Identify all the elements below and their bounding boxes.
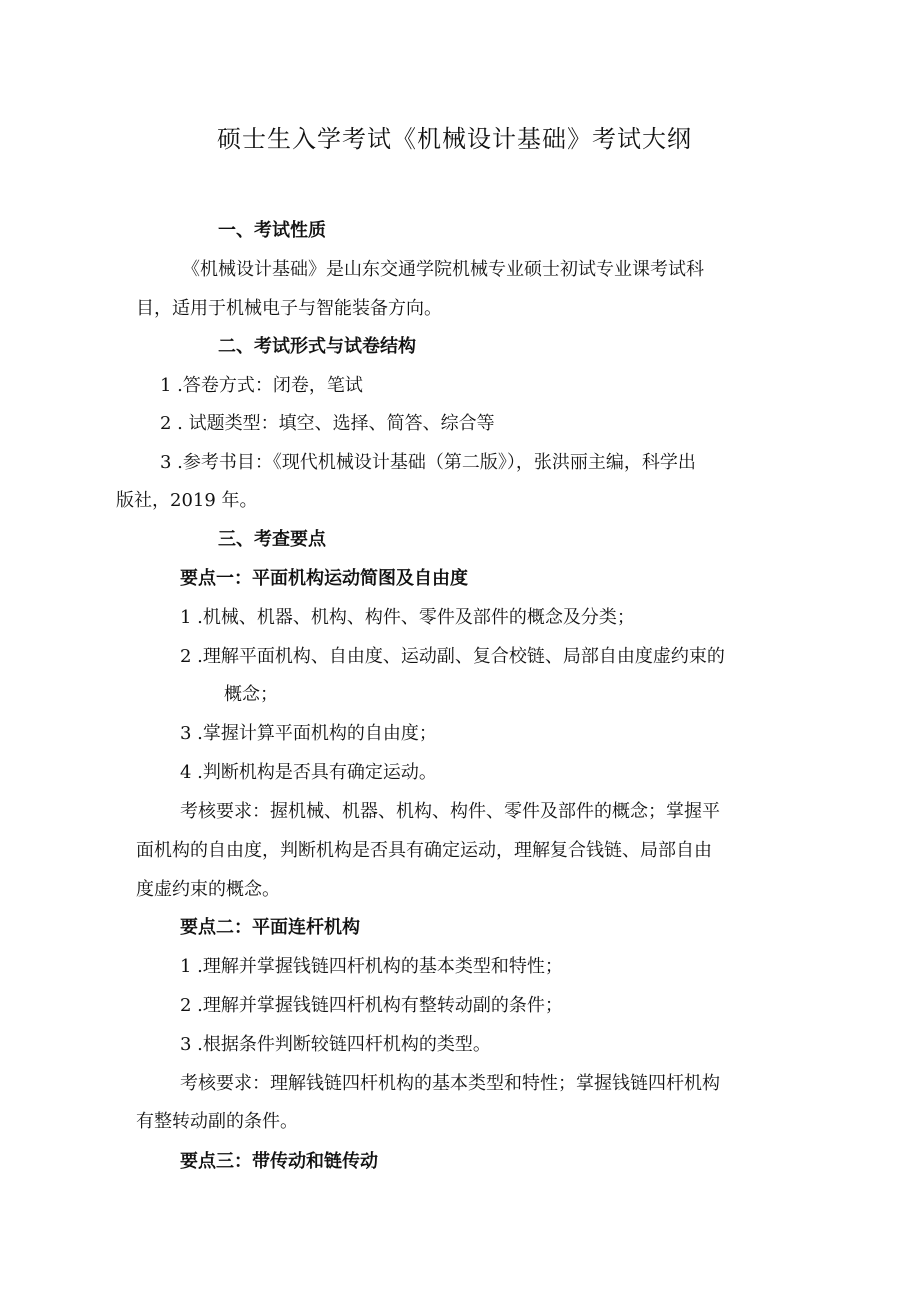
subsection-heading: 要点二：平面连杆机构 xyxy=(180,917,360,938)
section-heading-key-points: 三、考查要点 xyxy=(218,529,326,550)
list-item: 1 .理解并掌握钱链四杆机构的基本类型和特性； xyxy=(180,956,563,977)
list-item: 3 .掌握计算平面机构的自由度； xyxy=(180,723,437,744)
list-item: 1 .机械、机器、机构、构件、零件及部件的概念及分类； xyxy=(180,607,635,628)
subsection-heading: 要点三：带传动和链传动 xyxy=(180,1151,378,1172)
list-item: 3 .根据条件判断较链四杆机构的类型。 xyxy=(180,1034,491,1055)
list-item-continuation: 版社，2019 年。 xyxy=(116,490,258,511)
paragraph-line: 《机械设计基础》是山东交通学院机械专业硕士初试专业课考试科 xyxy=(182,259,704,280)
list-item: 2 .理解平面机构、自由度、运动副、复合校链、局部自由度虚约束的 xyxy=(180,646,725,667)
list-item: 2 .理解并掌握钱链四杆机构有整转动副的条件； xyxy=(180,995,563,1016)
subsection-heading: 要点一：平面机构运动简图及自由度 xyxy=(180,568,468,589)
page-title: 硕士生入学考试《机械设计基础》考试大纲 xyxy=(217,125,692,153)
section-heading-nature: 一、考试性质 xyxy=(218,220,326,241)
list-item-continuation: 概念； xyxy=(224,684,278,705)
requirement-line: 考核要求：理解钱链四杆机构的基本类型和特性；掌握钱链四杆机构 xyxy=(180,1073,720,1094)
paragraph-line: 目，适用于机械电子与智能装备方向。 xyxy=(136,298,442,319)
list-item: 1 .答卷方式：闭卷，笔试 xyxy=(160,375,363,396)
requirement-line: 面机构的自由度，判断机构是否具有确定运动，理解复合钱链、局部自由 xyxy=(136,840,712,861)
requirement-line: 考核要求：握机械、机器、机构、构件、零件及部件的概念；掌握平 xyxy=(180,801,720,822)
list-item: 3 .参考书目：《现代机械设计基础（第二版》），张洪丽主编，科学出 xyxy=(160,452,696,473)
section-heading-format: 二、考试形式与试卷结构 xyxy=(218,336,416,357)
list-item: 2 . 试题类型：填空、选择、简答、综合等 xyxy=(160,413,495,434)
list-item: 4 .判断机构是否具有确定运动。 xyxy=(180,762,437,783)
requirement-line: 度虚约束的概念。 xyxy=(136,879,280,900)
requirement-line: 有整转动副的条件。 xyxy=(136,1111,298,1132)
